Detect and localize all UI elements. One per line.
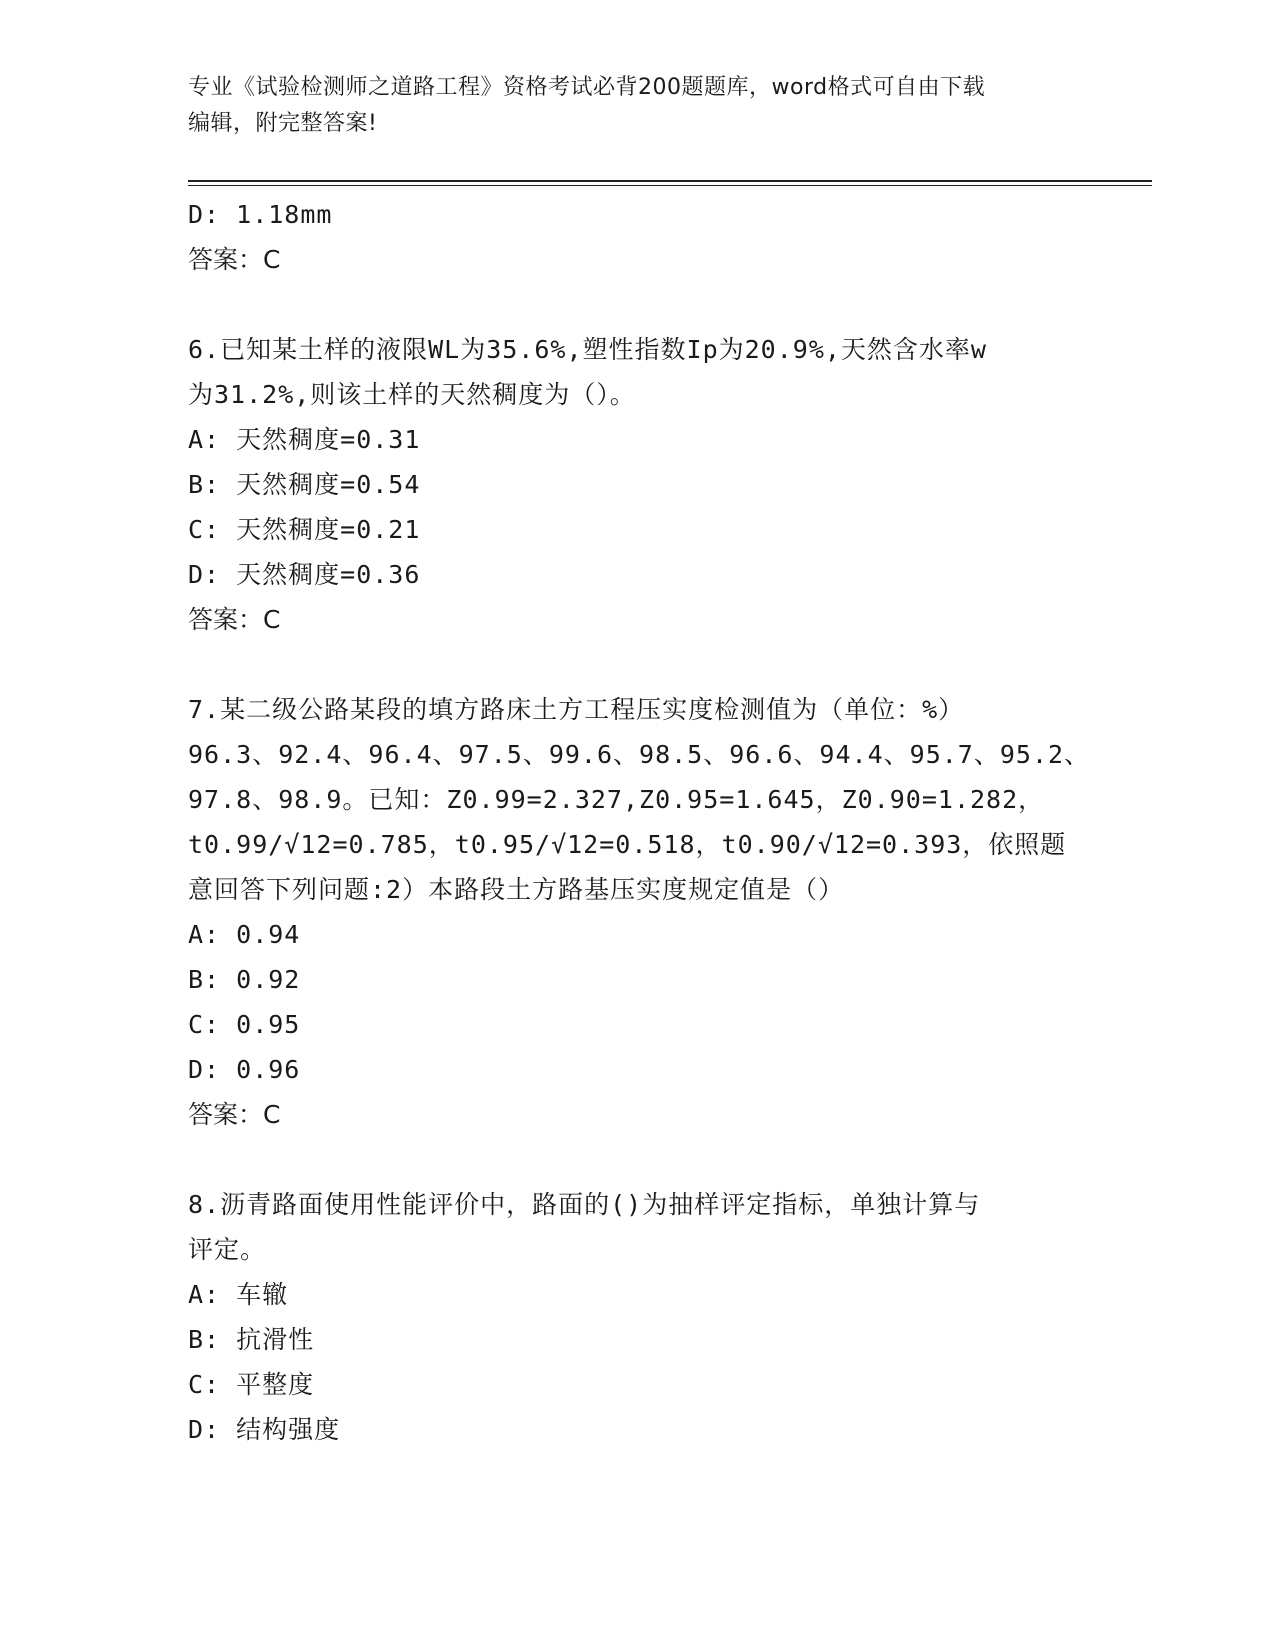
question-7-stem-line-3: 97.8、98.9。已知：Z0.99=2.327,Z0.95=1.645，Z0.90=1.282， bbox=[188, 785, 1045, 814]
question-7 bbox=[188, 687, 1148, 1137]
document-page bbox=[188, 70, 1148, 1452]
question-7-option-b: B: 0.92 bbox=[188, 965, 301, 994]
question-6 bbox=[188, 327, 1148, 642]
header-title-line-2: 编辑，附完整答案! bbox=[188, 111, 378, 136]
question-6-option-b: B: 天然稠度=0.54 bbox=[188, 470, 421, 499]
question-8-option-c: C: 平整度 bbox=[188, 1370, 315, 1399]
spacer bbox=[188, 642, 1148, 687]
question-8-option-a: A: 车辙 bbox=[188, 1280, 289, 1309]
question-7-answer: 答案：C bbox=[188, 1100, 281, 1129]
spacer bbox=[188, 282, 1148, 327]
question-7-option-a: A: 0.94 bbox=[188, 920, 301, 949]
question-8-stem-line-2: 评定。 bbox=[188, 1235, 267, 1264]
question-6-stem-line-2: 为31.2%,则该土样的天然稠度为（）。 bbox=[188, 380, 636, 409]
question-5-answer: 答案：C bbox=[188, 245, 281, 274]
header-title-line-1: 专业《试验检测师之道路工程》资格考试必背200题题库，word格式可自由下载 bbox=[188, 75, 986, 100]
question-7-option-d: D: 0.96 bbox=[188, 1055, 301, 1084]
question-6-answer: 答案：C bbox=[188, 605, 281, 634]
question-7-stem-line-2: 96.3、92.4、96.4、97.5、99.6、98.5、96.6、94.4、95.7、95.2、 bbox=[188, 740, 1091, 769]
question-8 bbox=[188, 1182, 1148, 1452]
question-5-tail bbox=[188, 192, 1148, 282]
question-8-option-d: D: 结构强度 bbox=[188, 1415, 341, 1444]
question-6-option-a: A: 天然稠度=0.31 bbox=[188, 425, 421, 454]
spacer bbox=[188, 1137, 1148, 1182]
question-8-stem-line-1: 8.沥青路面使用性能评价中，路面的()为抽样评定指标，单独计算与 bbox=[188, 1190, 981, 1219]
question-7-stem-line-1: 7.某二级公路某段的填方路床土方工程压实度检测值为（单位：%） bbox=[188, 695, 965, 724]
question-6-option-c: C: 天然稠度=0.21 bbox=[188, 515, 421, 544]
document-header bbox=[188, 70, 1068, 142]
question-5-option-d: D: 1.18mm bbox=[188, 200, 333, 229]
header-divider bbox=[188, 180, 1152, 186]
question-8-option-b: B: 抗滑性 bbox=[188, 1325, 315, 1354]
question-6-stem-line-1: 6.已知某土样的液限WL为35.6%,塑性指数Ip为20.9%,天然含水率w bbox=[188, 335, 987, 364]
question-7-stem-line-4: t0.99/√12=0.785，t0.95/√12=0.518，t0.90/√12=0.393，依照题 bbox=[188, 830, 1067, 859]
question-7-stem-line-5: 意回答下列问题:2）本路段土方路基压实度规定值是（） bbox=[188, 875, 845, 904]
question-6-option-d: D: 天然稠度=0.36 bbox=[188, 560, 421, 589]
question-7-option-c: C: 0.95 bbox=[188, 1010, 301, 1039]
